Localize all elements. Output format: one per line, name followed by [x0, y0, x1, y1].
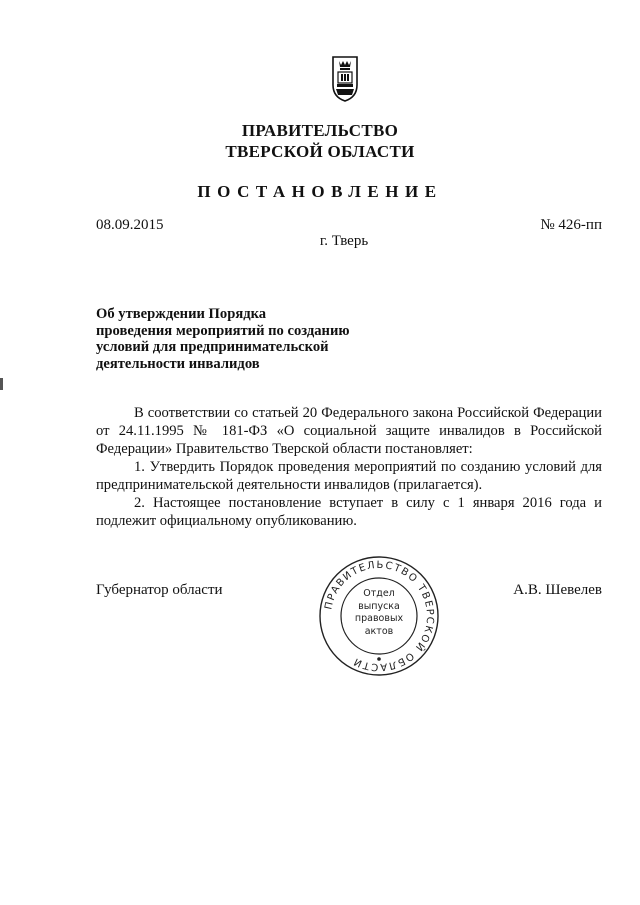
government-title-line1: ПРАВИТЕЛЬСТВО [241, 121, 399, 140]
decree-item-1: 1. Утвердить Порядок проведения мероприятий по созданию условий для предпринимательской деятельности инвалидов (прилагается). [96, 459, 602, 493]
subject-line: Об утверждении Порядка [96, 306, 267, 322]
decree-date: 08.09.2015 [96, 217, 164, 233]
decree-body [96, 404, 602, 530]
stamp-center-text [346, 588, 412, 638]
signer-name: А.В. Шевелев [513, 582, 602, 598]
decree-number: № 426-пп [540, 217, 602, 233]
scan-edge-mark [0, 378, 3, 390]
signer-role: Губернатор области [96, 582, 223, 598]
decree-city [0, 233, 640, 250]
government-title-line2: ТВЕРСКОЙ ОБЛАСТИ [225, 142, 415, 161]
document-type-heading: ПОСТАНОВЛЕНИЕ [197, 182, 443, 201]
subject-line: деятельности инвалидов [96, 355, 260, 372]
decree-subject [96, 306, 406, 372]
preamble-paragraph: В соответствии со статьей 20 Федерального закона Российской Федерации от 24.11.1995 № 181-ФЗ «О социальной защите инвалидов в Российской Федерации» Правительство Тверской области постановляет: [96, 405, 602, 457]
stamp-center-line: выпуска [358, 600, 400, 612]
coat-of-arms-icon [330, 55, 360, 103]
stamp-center-line: правовых [354, 613, 404, 624]
decree-item-2: 2. Настоящее постановление вступает в силу с 1 января 2016 года и подлежит официальному опубликованию. [96, 495, 602, 529]
stamp-center-line: Отдел [363, 588, 395, 599]
city-label: г. Тверь [319, 233, 369, 249]
stamp-ring-text: ПРАВИТЕЛЬСТВО ТВЕРСКОЙ ОБЛАСТИ [323, 559, 436, 673]
subject-line: проведения мероприятий по созданию [96, 322, 350, 339]
subject-line: условий для предпринимательской [96, 339, 329, 355]
stamp-center-line: актов [364, 625, 394, 637]
